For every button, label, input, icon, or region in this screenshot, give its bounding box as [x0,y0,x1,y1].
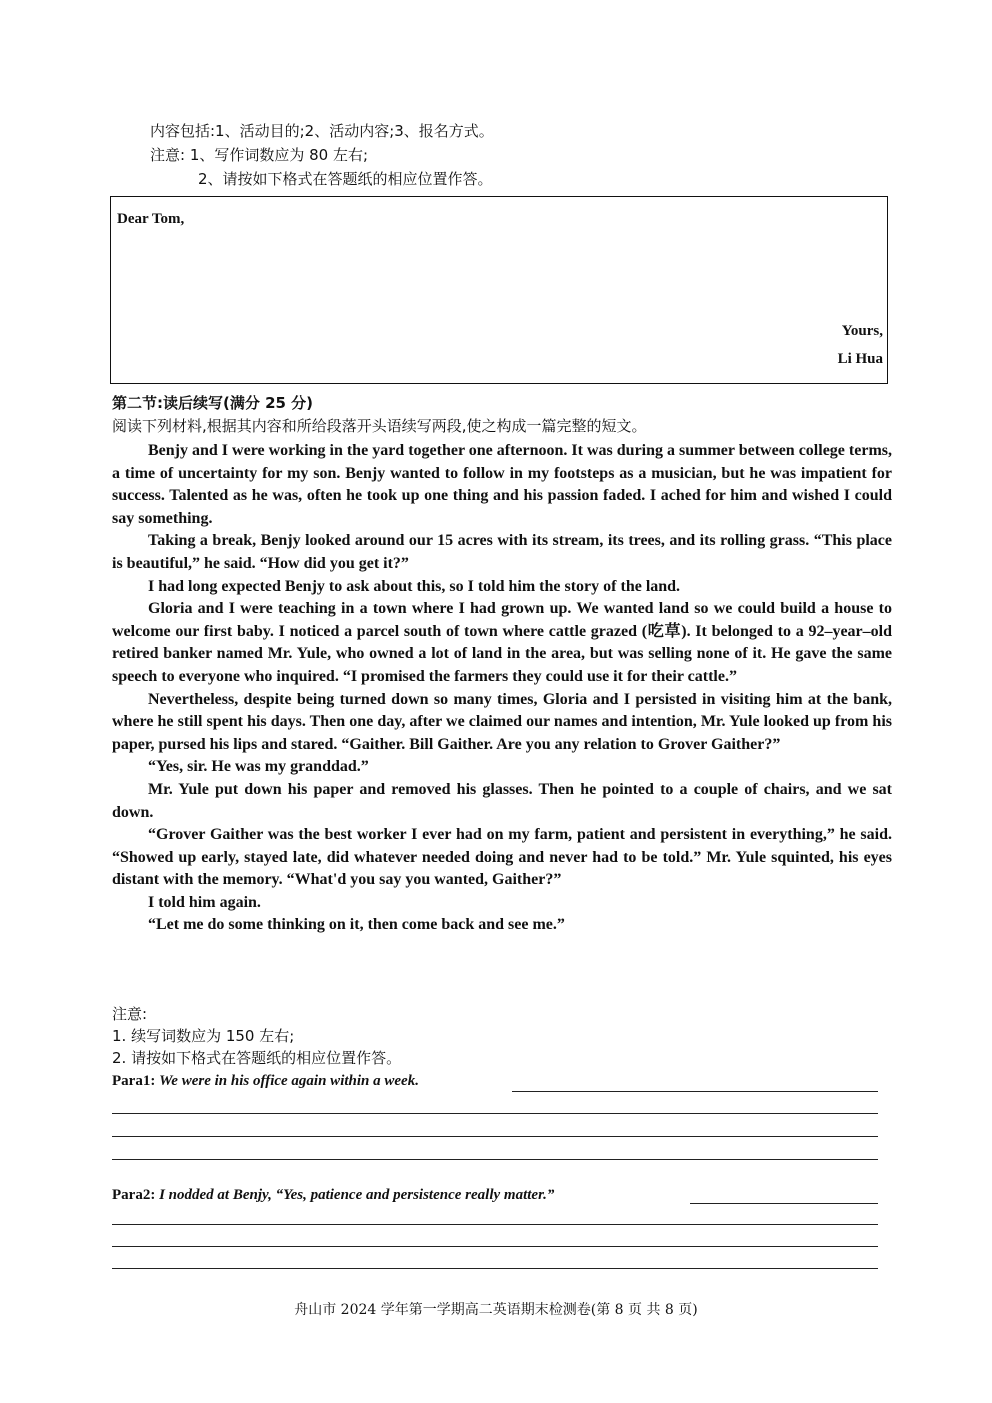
para2-prompt [112,1187,554,1204]
passage-paragraph: Benjy and I were working in the yard together one afternoon. It was during a summer between college terms, a time of uncertainty for my son. Benjy wanted to follow in my footsteps as a musician, but he was impatient for success. Talented as he was, often he took up one thing and his passion faded. I ached for him and wished I could say something. [112,442,892,527]
passage-paragraph: Gloria and I were teaching in a town where I had grown up. We wanted land so we could build a house to welcome our first baby. I noticed a parcel south of town where cattle grazed (吃草). It belonged to a 92–year–old retired banker named Mr. Yule, who owned a lot of land in the area, but was selling none of it. He gave the same speech to everyone who inquired. “I promised the farmers they could use it for their cattle.” [112,600,892,685]
para2-answer-line[interactable] [112,1246,878,1247]
para1-opening: We were in his office again within a week. [159,1073,419,1089]
section2-heading: 第二节:读后续写(满分 25 分) [112,394,314,412]
writing-note-format: 2、请按如下格式在答题纸的相应位置作答。 [198,170,493,188]
para2-opening: I nodded at Benjy, “Yes, patience and persistence really matter.” [159,1187,555,1203]
para2-label: Para2: [112,1187,156,1203]
passage-paragraph: Nevertheless, despite being turned down so many times, Gloria and I persisted in visiting him at the bank, where he still spent his days. Then one day, after we claimed our names and intention, Mr. Yule looked up from his paper, pursed his lips and stared. “Gaither. Bill Gaither. Are you any relation to Grover Gaither?” [112,690,892,753]
writing-note-word-count: 注意: 1、写作词数应为 80 左右; [150,146,369,164]
passage-paragraph: “Let me do some thinking on it, then come back and see me.” [148,916,565,934]
para1-answer-line[interactable] [112,1159,878,1160]
letter-closing: Yours, [841,323,883,339]
letter-greeting: Dear Tom, [117,211,185,227]
notes-title: 注意: [112,1005,148,1023]
section2-directive: 阅读下列材料,根据其内容和所给段落开头语续写两段,使之构成一篇完整的短文。 [112,417,647,435]
para1-prompt [112,1073,419,1090]
para1-label: Para1: [112,1073,156,1089]
passage-paragraph: “Yes, sir. He was my granddad.” [148,758,369,776]
passage-paragraph: I had long expected Benjy to ask about this, so I told him the story of the land. [148,577,681,595]
para1-answer-line[interactable] [512,1091,878,1092]
notes-item-format: 2. 请按如下格式在答题纸的相应位置作答。 [112,1049,402,1067]
para1-answer-line[interactable] [112,1136,878,1137]
continuation-notes [112,1003,892,1069]
para2-answer-line[interactable] [690,1203,878,1204]
para2-answer-line[interactable] [112,1268,878,1269]
passage-paragraph: Mr. Yule put down his paper and removed his glasses. Then he pointed to a couple of chairs, and we sat down. [112,780,892,821]
writing-content-requirements: 内容包括:1、活动目的;2、活动内容;3、报名方式。 [150,122,494,140]
letter-signature: Li Hua [837,351,883,367]
reading-passage [112,440,892,937]
para2-answer-line[interactable] [112,1224,878,1225]
passage-paragraph: Taking a break, Benjy looked around our 15 acres with its stream, its trees, and its rolling grass. “This place is beautiful,” he said. “How did you get it?” [112,532,892,572]
page-footer: 舟山市 2024 学年第一学期高二英语期末检测卷(第 8 页 共 8 页) [294,1302,698,1318]
notes-item-word-count: 1. 续写词数应为 150 左右; [112,1027,295,1045]
para1-answer-line[interactable] [112,1113,878,1114]
passage-paragraph: “Grover Gaither was the best worker I ever had on my farm, patient and persistent in everything,” he said. “Showed up early, stayed late, did whatever needed doing and never had to be told.” Mr. Yule squinted, his eyes distant with the memory. “What'd you say you wanted, Gaither?” [112,826,892,889]
letter-answer-box [110,196,888,384]
passage-paragraph: I told him again. [148,893,261,911]
